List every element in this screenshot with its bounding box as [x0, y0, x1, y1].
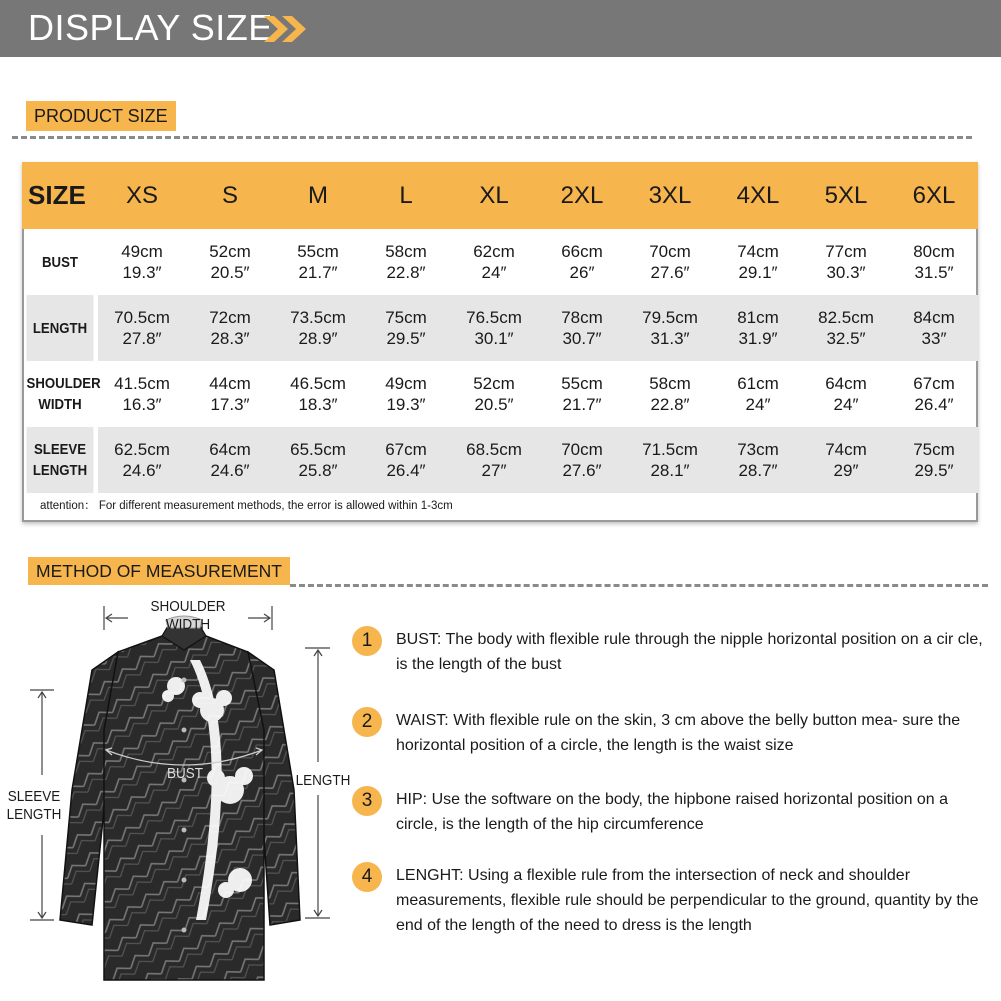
- cm-value: 55cm: [297, 242, 339, 261]
- cm-value: 68.5cm: [466, 440, 522, 459]
- inch-value: 19.3″: [386, 395, 426, 414]
- cm-value: 75cm: [385, 308, 427, 327]
- cm-value: 55cm: [561, 374, 603, 393]
- row-label-line: LENGTH: [32, 462, 88, 479]
- cm-value: 64cm: [209, 440, 251, 459]
- size-6xl: 6XL: [890, 162, 978, 229]
- measure-cell: [98, 361, 186, 427]
- cm-value: 70cm: [561, 440, 603, 459]
- inch-value: 30.7″: [562, 329, 602, 348]
- measure-cell: [714, 229, 802, 295]
- measure-cell: [450, 229, 538, 295]
- step-text: WAIST: With flexible rule on the skin, 3 cm above the belly button mea- sure the horizontal position of a circle, the length is the waist size: [396, 712, 961, 754]
- length-label: LENGTH: [295, 772, 351, 789]
- double-chevron-right-icon: [262, 12, 312, 46]
- step-number: 3: [352, 786, 382, 816]
- measure-cell: [626, 427, 714, 493]
- cm-value: 82.5cm: [818, 308, 874, 327]
- cm-value: 72cm: [209, 308, 251, 327]
- cm-value: 58cm: [385, 242, 427, 261]
- measure-cell: [802, 229, 890, 295]
- inch-value: 26.4″: [914, 395, 954, 414]
- measure-cell: [626, 295, 714, 361]
- inch-value: 30.1″: [474, 329, 514, 348]
- inch-value: 21.7″: [562, 395, 602, 414]
- cm-value: 84cm: [913, 308, 955, 327]
- measure-cell: [362, 229, 450, 295]
- inch-value: 21.7″: [298, 263, 338, 282]
- measure-cell: [714, 295, 802, 361]
- step-number: 2: [352, 707, 382, 737]
- inch-value: 16.3″: [122, 395, 162, 414]
- row-label-line: SHOULDER: [26, 375, 101, 392]
- measure-cell: [98, 229, 186, 295]
- inch-value: 29.5″: [914, 461, 954, 480]
- size-xl: XL: [450, 162, 538, 229]
- product-size-label: PRODUCT SIZE: [26, 101, 176, 131]
- inch-value: 27.6″: [650, 263, 690, 282]
- inch-value: 22.8″: [650, 395, 690, 414]
- cm-value: 73.5cm: [290, 308, 346, 327]
- cm-value: 49cm: [385, 374, 427, 393]
- measure-cell: [538, 295, 626, 361]
- measure-cell: [802, 427, 890, 493]
- cm-value: 62cm: [473, 242, 515, 261]
- inch-value: 28.1″: [650, 461, 690, 480]
- measure-cell: [714, 427, 802, 493]
- inch-value: 31.3″: [650, 329, 690, 348]
- cm-value: 74cm: [825, 440, 867, 459]
- row-label-line: LENGTH: [32, 319, 88, 337]
- inch-value: 29.1″: [738, 263, 778, 282]
- size-4xl: 4XL: [714, 162, 802, 229]
- step-number: 4: [352, 862, 382, 892]
- shoulder-width-label: [141, 598, 235, 634]
- dashed-divider-2: [290, 584, 988, 587]
- inch-value: 24.6″: [210, 461, 250, 480]
- row-label-line: WIDTH: [38, 396, 82, 413]
- inch-value: 24″: [745, 395, 771, 414]
- cm-value: 62.5cm: [114, 440, 170, 459]
- measure-cell: [802, 295, 890, 361]
- inch-value: 32.5″: [826, 329, 866, 348]
- cm-value: 81cm: [737, 308, 779, 327]
- cm-value: 75cm: [913, 440, 955, 459]
- measure-cell: [890, 229, 978, 295]
- step-number: 1: [352, 626, 382, 656]
- measure-cell: [362, 427, 450, 493]
- inch-value: 28.7″: [738, 461, 778, 480]
- cm-value: 79.5cm: [642, 308, 698, 327]
- inch-value: 30.3″: [826, 263, 866, 282]
- inch-value: 19.3″: [122, 263, 162, 282]
- inch-value: 28.9″: [298, 329, 338, 348]
- table-row: [22, 229, 978, 295]
- cm-value: 77cm: [825, 242, 867, 261]
- cm-value: 52cm: [473, 374, 515, 393]
- measure-cell: [890, 427, 978, 493]
- inch-value: 31.9″: [738, 329, 778, 348]
- measure-cell: [802, 361, 890, 427]
- inch-value: 26.4″: [386, 461, 426, 480]
- sleeve-length-label: [3, 788, 64, 824]
- sleeve-length-line-2: LENGTH: [6, 806, 62, 823]
- inch-value: 20.5″: [474, 395, 514, 414]
- sleeve-length-line-1: SLEEVE: [7, 788, 61, 805]
- attention-note: attention： For different measurement methods, the error is allowed within 1-3cm: [40, 500, 453, 512]
- measure-cell: [274, 361, 362, 427]
- cm-value: 58cm: [649, 374, 691, 393]
- cm-value: 41.5cm: [114, 374, 170, 393]
- size-s: S: [186, 162, 274, 229]
- cm-value: 70cm: [649, 242, 691, 261]
- inch-value: 24″: [833, 395, 859, 414]
- step-text: HIP: Use the software on the body, the hipbone raised horizontal position on a circle, is the length of the hip circumference: [396, 791, 949, 833]
- inch-value: 17.3″: [210, 395, 250, 414]
- inch-value: 18.3″: [298, 395, 338, 414]
- inch-value: 31.5″: [914, 263, 954, 282]
- measure-cell: [714, 361, 802, 427]
- measure-cell: [890, 295, 978, 361]
- table-row: [22, 427, 978, 493]
- measure-cell: [186, 361, 274, 427]
- shoulder-width-line-1: SHOULDER: [150, 598, 226, 615]
- measure-cell: [538, 427, 626, 493]
- inch-value: 22.8″: [386, 263, 426, 282]
- table-row: [22, 295, 978, 361]
- inch-value: 24.6″: [122, 461, 162, 480]
- shoulder-width-line-2: WIDTH: [165, 616, 211, 633]
- row-label: [26, 361, 101, 427]
- cm-value: 66cm: [561, 242, 603, 261]
- measure-cell: [538, 361, 626, 427]
- inch-value: 33″: [921, 329, 947, 348]
- inch-value: 26″: [569, 263, 595, 282]
- size-xs: XS: [98, 162, 186, 229]
- bust-label: BUST: [166, 765, 203, 782]
- size-header-cell: SIZE: [22, 162, 98, 229]
- size-5xl: 5XL: [802, 162, 890, 229]
- cm-value: 65.5cm: [290, 440, 346, 459]
- measure-cell: [626, 361, 714, 427]
- measure-cell: [362, 295, 450, 361]
- row-label: [27, 295, 94, 361]
- method-label: METHOD OF MEASUREMENT: [28, 557, 290, 585]
- header-title: DISPLAY SIZE: [28, 7, 273, 48]
- cm-value: 64cm: [825, 374, 867, 393]
- measure-cell: [890, 361, 978, 427]
- inch-value: 27.8″: [122, 329, 162, 348]
- cm-value: 44cm: [209, 374, 251, 393]
- measure-cell: [450, 427, 538, 493]
- row-label-line: SLEEVE: [33, 441, 87, 458]
- inch-value: 29.5″: [386, 329, 426, 348]
- inch-value: 28.3″: [210, 329, 250, 348]
- measure-cell: [274, 229, 362, 295]
- measure-cell: [626, 229, 714, 295]
- cm-value: 76.5cm: [466, 308, 522, 327]
- measure-cell: [274, 295, 362, 361]
- measure-cell: [98, 427, 186, 493]
- cm-value: 73cm: [737, 440, 779, 459]
- inch-value: 24″: [481, 263, 507, 282]
- measure-cell: [538, 229, 626, 295]
- cm-value: 52cm: [209, 242, 251, 261]
- inch-value: 27.6″: [562, 461, 602, 480]
- inch-value: 20.5″: [210, 263, 250, 282]
- measure-cell: [274, 427, 362, 493]
- cm-value: 67cm: [913, 374, 955, 393]
- step-text: LENGHT: Using a flexible rule from the intersection of neck and shoulder measurements, flexible rule should be perpendicular to the ground, quantity by the end of the length of the need to dress is the length: [396, 867, 979, 934]
- inch-value: 29″: [833, 461, 859, 480]
- row-label-line: BUST: [42, 253, 78, 271]
- cm-value: 80cm: [913, 242, 955, 261]
- measure-cell: [186, 229, 274, 295]
- size-2xl: 2XL: [538, 162, 626, 229]
- measure-cell: [450, 295, 538, 361]
- measure-cell: [98, 295, 186, 361]
- cm-value: 46.5cm: [290, 374, 346, 393]
- step-text: BUST: The body with flexible rule through the nipple horizontal position on a cir cle, is the length of the bust: [396, 631, 983, 673]
- measure-cell: [186, 295, 274, 361]
- cm-value: 70.5cm: [114, 308, 170, 327]
- measure-cell: [186, 427, 274, 493]
- inch-value: 25.8″: [298, 461, 338, 480]
- size-header-row: [22, 162, 978, 229]
- table-row: [22, 361, 978, 427]
- size-l: L: [362, 162, 450, 229]
- row-label: [27, 427, 94, 493]
- measure-cell: [450, 361, 538, 427]
- cm-value: 49cm: [121, 242, 163, 261]
- measure-cell: [362, 361, 450, 427]
- display-size-header: [0, 0, 1001, 57]
- shirt-measurement-figure: [0, 590, 360, 990]
- size-table: [22, 162, 978, 493]
- cm-value: 67cm: [385, 440, 427, 459]
- cm-value: 61cm: [737, 374, 779, 393]
- size-3xl: 3XL: [626, 162, 714, 229]
- row-label: [27, 229, 94, 295]
- cm-value: 74cm: [737, 242, 779, 261]
- cm-value: 71.5cm: [642, 440, 698, 459]
- dashed-divider: [12, 136, 972, 139]
- cm-value: 78cm: [561, 308, 603, 327]
- inch-value: 27″: [481, 461, 507, 480]
- size-m: M: [274, 162, 362, 229]
